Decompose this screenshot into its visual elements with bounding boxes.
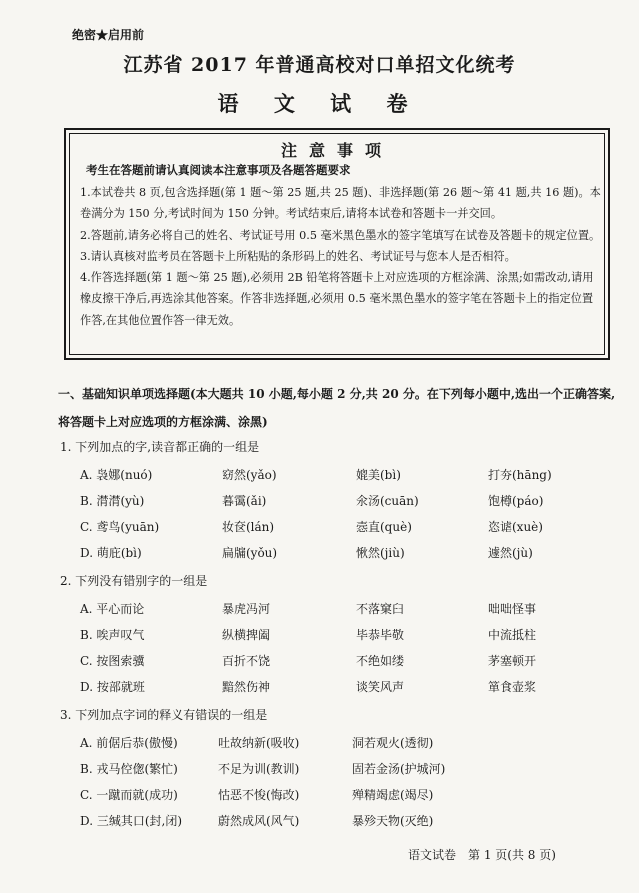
option-cell: 氽汤(cuān) bbox=[356, 494, 419, 508]
option-cell: 不绝如缕 bbox=[356, 654, 405, 668]
option-cell: 固若金汤(护城河) bbox=[352, 762, 446, 776]
option-cell: 吐故纳新(吸收) bbox=[218, 736, 300, 750]
option-cell: 妆奁(lán) bbox=[222, 520, 275, 534]
option-cell: 百折不饶 bbox=[222, 654, 271, 668]
notice-intro: 考生在答题前请认真阅读本注意事项及各题答题要求 bbox=[86, 163, 351, 177]
option-cell: 遽然(jù) bbox=[488, 546, 533, 560]
option-cell: C. 一蹴而就(成功) bbox=[80, 788, 178, 802]
notice-item: 4.作答选择题(第 1 题～第 25 题),必须用 2B 铅笔将答题卡上对应选项的方框涂满、涂黑;如需改动,请用橡皮擦干净后,再选涂其他答案。作答非选择题,必须用 0.5 毫米黑色墨水的签字笔在答题卡上的指定位置作答,在其他位置作答一律无效。 bbox=[80, 271, 594, 327]
option-cell: 媲美(bì) bbox=[356, 468, 401, 482]
option-cell: D. 按部就班 bbox=[80, 680, 145, 694]
notice-title: 注意事项 bbox=[280, 141, 393, 160]
option-cell: 不落窠臼 bbox=[356, 602, 405, 616]
notice-item: 3.请认真核对监考员在答题卡上所粘贴的条形码上的姓名、考试证号与您本人是否相符。 bbox=[80, 249, 516, 263]
option-cell: 黯然伤神 bbox=[222, 680, 271, 694]
notice-items bbox=[80, 182, 604, 331]
option-cell: 恣谑(xuè) bbox=[488, 520, 543, 534]
option-cell: C. 按图索骥 bbox=[80, 654, 145, 668]
option-cell: 窈然(yǎo) bbox=[222, 468, 277, 482]
notice-box bbox=[64, 128, 610, 360]
question-stem: 2. 下列没有错别字的一组是 bbox=[60, 574, 208, 588]
option-cell: 不足为训(教训) bbox=[218, 762, 300, 776]
option-cell: 扁牖(yǒu) bbox=[222, 546, 278, 560]
option-cell: 殚精竭虑(竭尽) bbox=[352, 788, 434, 802]
option-cell: 洞若观火(透彻) bbox=[352, 736, 434, 750]
option-cell: 箪食壶浆 bbox=[488, 680, 537, 694]
option-cell: 纵横捭阖 bbox=[222, 628, 271, 642]
option-cell: 怙恶不悛(悔改) bbox=[218, 788, 300, 802]
question-stem: 3. 下列加点字词的释义有错误的一组是 bbox=[60, 708, 268, 722]
option-cell: 饱樽(páo) bbox=[488, 494, 544, 508]
option-cell: C. 鸢鸟(yuān) bbox=[80, 520, 160, 534]
option-cell: B. 唉声叹气 bbox=[80, 628, 145, 642]
option-cell: 中流抵柱 bbox=[488, 628, 537, 642]
section-heading: 一、基础知识单项选择题(本大题共 10 小题,每小题 2 分,共 20 分。在下列每小题中,选出一个正确答案,将答题卡上对应选项的方框涂满、涂黑) bbox=[58, 387, 616, 429]
notice-item: 1.本试卷共 8 页,包含选择题(第 1 题～第 25 题,共 25 题)、非选择题(第 26 题～第 41 题,共 16 题)。本卷满分为 150 分,考试时间为 150 分钟。考试结束后,请将本试卷和答题卡一并交回。 bbox=[80, 186, 601, 221]
option-cell: A. 袅娜(nuó) bbox=[80, 468, 153, 482]
notice-item: 2.答题前,请务必将自己的姓名、考试证号用 0.5 毫米黑色墨水的签字笔填写在试卷及答题卡的规定位置。 bbox=[80, 228, 601, 242]
confidential-label: 绝密★启用前 bbox=[72, 28, 145, 42]
option-cell: A. 前倨后恭(傲慢) bbox=[80, 736, 178, 750]
option-cell: 暴虎冯河 bbox=[222, 602, 271, 616]
option-cell: D. 三缄其口(封,闭) bbox=[80, 814, 183, 828]
option-cell: 暴殄天物(灭绝) bbox=[352, 814, 434, 828]
exam-title: 江苏省 2017 年普通高校对口单招文化统考 bbox=[123, 54, 516, 76]
option-cell: B. 戎马倥偬(繁忙) bbox=[80, 762, 178, 776]
option-cell: 蔚然成风(风气) bbox=[218, 814, 300, 828]
option-cell: 打夯(hāng) bbox=[488, 468, 552, 482]
option-cell: 暮霭(ǎi) bbox=[222, 494, 267, 508]
notice-inner-frame bbox=[69, 133, 605, 355]
option-cell: 愀然(jiù) bbox=[356, 546, 405, 560]
option-cell: 谈笑风声 bbox=[356, 680, 405, 694]
option-cell: B. 潸潸(yù) bbox=[80, 494, 145, 508]
option-cell: 茅塞顿开 bbox=[488, 654, 537, 668]
question-stem: 1. 下列加点的字,读音都正确的一组是 bbox=[60, 440, 260, 454]
option-cell: D. 萌庇(bì) bbox=[80, 546, 142, 560]
page-footer: 语文试卷 第 1 页(共 8 页) bbox=[408, 848, 556, 862]
option-cell: 悫直(què) bbox=[356, 520, 412, 534]
option-cell: 毕恭毕敬 bbox=[356, 628, 405, 642]
option-cell: A. 平心而论 bbox=[80, 602, 145, 616]
paper-subtitle: 语 文 试 卷 bbox=[217, 91, 422, 116]
option-cell: 咄咄怪事 bbox=[488, 602, 537, 616]
